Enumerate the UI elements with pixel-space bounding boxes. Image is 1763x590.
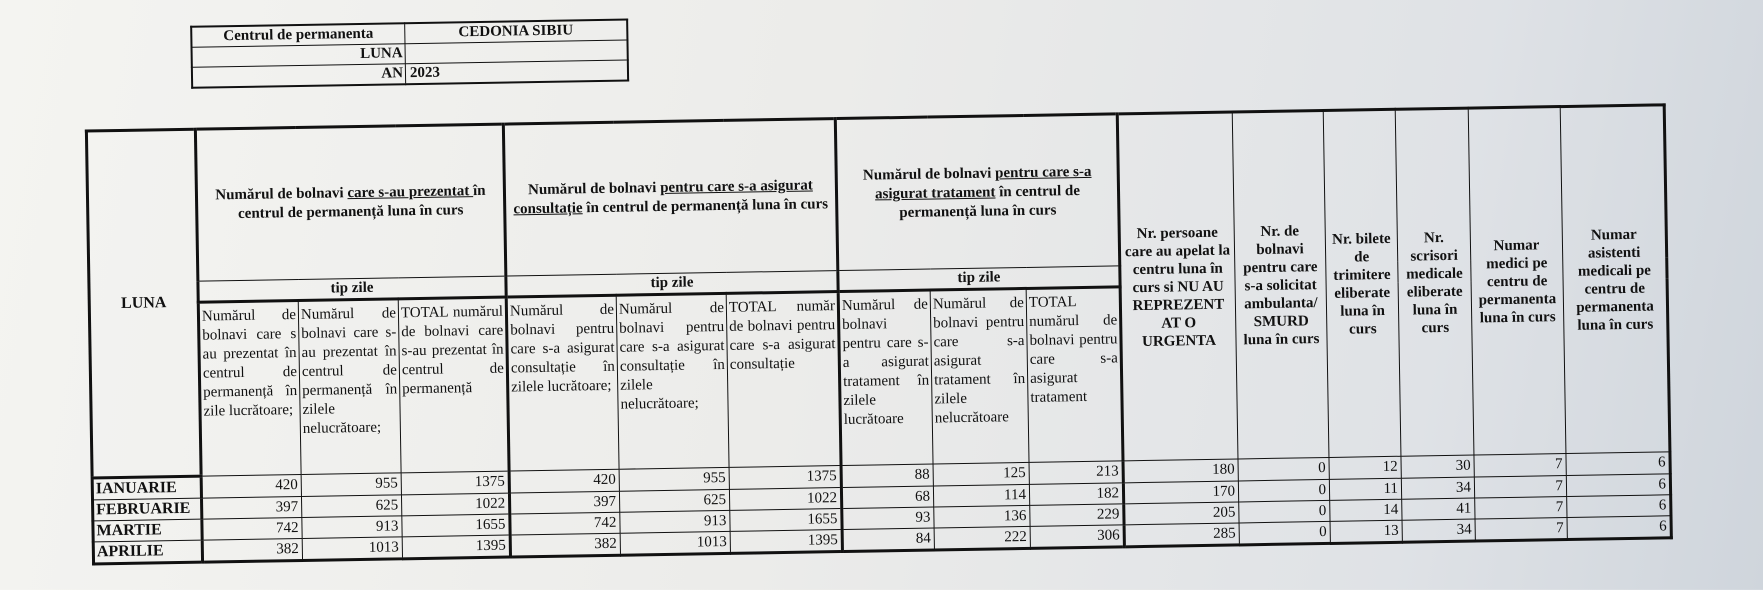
value-cell: 742 [202,517,302,540]
value-cell: 6 [1566,452,1670,476]
value-cell: 125 [933,462,1029,486]
value-cell: 213 [1029,461,1123,485]
group-text-pre: Numărul de bolnavi [527,179,661,199]
value-cell: 6 [1567,495,1671,518]
value-cell: 41 [1402,498,1475,520]
group-text-underlined: pentru care s-a asigurat tratament [874,163,1092,202]
sub-header: TOTAL numărul de bolnavi care s-au prezentat în centrul de permanență [398,297,509,473]
value-cell: 1375 [729,466,841,490]
value-cell: 420 [509,469,619,493]
value-cell: 382 [510,533,620,557]
value-cell: 1013 [620,531,730,555]
value-cell: 7 [1474,454,1566,478]
sub-header: Numărul de bolnavi care s au prezentat în centrul de permanență în zile lucrătoare; [198,301,301,477]
value-cell: 7 [1475,497,1567,520]
luna-header: LUNA [86,129,201,478]
value-cell: 84 [842,528,934,552]
value-cell: 180 [1123,459,1238,483]
value-cell: 93 [842,507,934,530]
group-text-post: în centrul de permanență luna în curs [582,196,829,217]
tip-zile-label: tip zile [838,266,1120,292]
value-cell: 306 [1030,525,1124,549]
value-cell: 742 [510,512,620,535]
group-text-pre: Numărul de bolnavi [862,164,996,184]
value-cell: 1022 [729,488,841,511]
header-ambulanta: Nr. de bolnavi pentru care s-a solicitat ambulanta/ SMURD luna în curs [1232,110,1329,458]
value-cell: 1655 [402,514,510,537]
sub-header: TOTAL număr de bolnavi pentru care s-a asigurat consultație [726,292,841,468]
info-value: 2023 [405,60,628,84]
info-label: AN [192,64,406,88]
value-cell: 13 [1330,520,1402,543]
header-scrisori: Nr. scrisori medicale eliberate luna în curs [1395,108,1474,456]
header-row-groups [86,105,1666,283]
value-cell: 955 [301,473,401,497]
value-cell: 170 [1123,481,1238,504]
value-cell: 285 [1124,523,1239,547]
month-cell: FEBRUARIE [93,498,202,521]
value-cell: 382 [202,538,302,562]
group-header-tratament [835,114,1119,271]
header-asistenti: Numar asistenti medicali pe centru de permanenta luna în curs [1560,105,1670,454]
header-medici: Numar medici pe centru de permanenta luna în curs [1468,107,1566,455]
value-cell: 136 [934,505,1030,528]
value-cell: 397 [509,491,619,514]
value-cell: 1395 [730,530,842,554]
value-cell: 625 [619,489,729,512]
value-cell: 0 [1239,521,1330,545]
value-cell: 229 [1030,504,1124,527]
value-cell: 1395 [402,535,510,559]
value-cell: 6 [1567,516,1671,540]
info-label: Centrul de permanenta [191,23,405,47]
value-cell: 1022 [401,493,509,516]
value-cell: 6 [1566,474,1670,497]
month-cell: MARTIE [93,519,202,542]
value-cell: 913 [302,516,402,539]
value-cell: 1375 [401,471,509,495]
sub-header: Numărul de bolnavi care s-au prezentat în centrul de permanență în zilele nelucrătoare; [298,299,401,475]
sub-header: TOTAL numărul de bolnavi pentru care s-a asigurat tratament [1026,287,1123,463]
group-text-pre: Numărul de bolnavi [215,185,348,204]
value-cell: 955 [619,467,729,491]
header-bilete: Nr. bilete de trimitere eliberate luna în curs [1323,109,1401,457]
month-cell: IANUARIE [92,476,201,500]
value-cell: 625 [301,495,401,518]
value-cell: 114 [933,484,1029,507]
group-text-underlined: care s-au prezentat [347,183,474,202]
tip-zile-label: tip zile [506,271,838,298]
value-cell: 30 [1401,455,1474,478]
value-cell: 0 [1238,457,1329,481]
value-cell: 68 [841,486,933,509]
value-cell: 1655 [730,509,842,532]
value-cell: 88 [841,464,933,488]
value-cell: 7 [1474,476,1566,499]
sub-header: Numărul de bolnavi pentru care s-a asigurat tratament în zilele lucrătoare [838,290,933,466]
value-cell: 34 [1402,519,1475,542]
value-cell: 222 [934,526,1030,550]
value-cell: 14 [1330,499,1402,521]
value-cell: 205 [1124,502,1239,525]
group-text-underlined: pentru care s-a asigurat consultație [513,177,813,218]
group-header-consultatie [503,119,837,276]
tip-zile-label: tip zile [198,276,506,302]
value-cell: 913 [620,510,730,533]
value-cell: 7 [1475,518,1567,542]
info-label: LUNA [192,44,406,68]
month-cell: APRILIE [93,540,202,564]
group-text-post: în centrul de permanență luna în curs [237,182,486,222]
value-cell: 182 [1029,483,1123,506]
value-cell: 0 [1239,500,1330,523]
header-urgenta: Nr. persoane care au apelat la centru luna în curs si NU AU REPREZENT AT O URGENTA [1117,112,1238,461]
info-box [190,19,629,89]
value-cell: 420 [201,474,301,498]
group-text-post: în centrul de permanență luna în curs [899,182,1081,221]
value-cell: 397 [201,496,301,519]
sub-header: Numărul de bolnavi pentru care s-a asigurat consultație în zilele nelucrătoare; [616,293,729,469]
value-cell: 34 [1401,477,1474,499]
report-table [85,103,1673,565]
sub-header: Numărul de bolnavi pentru care s-a asigurat tratament în zilele nelucrătoare [930,288,1029,464]
sub-header: Numărul de bolnavi pentru care s-a asigurat consultație în zilele lucrătoare; [506,295,619,471]
value-cell: 1013 [302,537,402,561]
value-cell: 11 [1329,478,1401,500]
value-cell: 0 [1238,479,1329,502]
info-value: CEDONIA SIBIU [405,20,628,44]
value-cell: 12 [1329,456,1401,479]
group-header-prezentat [195,124,505,281]
